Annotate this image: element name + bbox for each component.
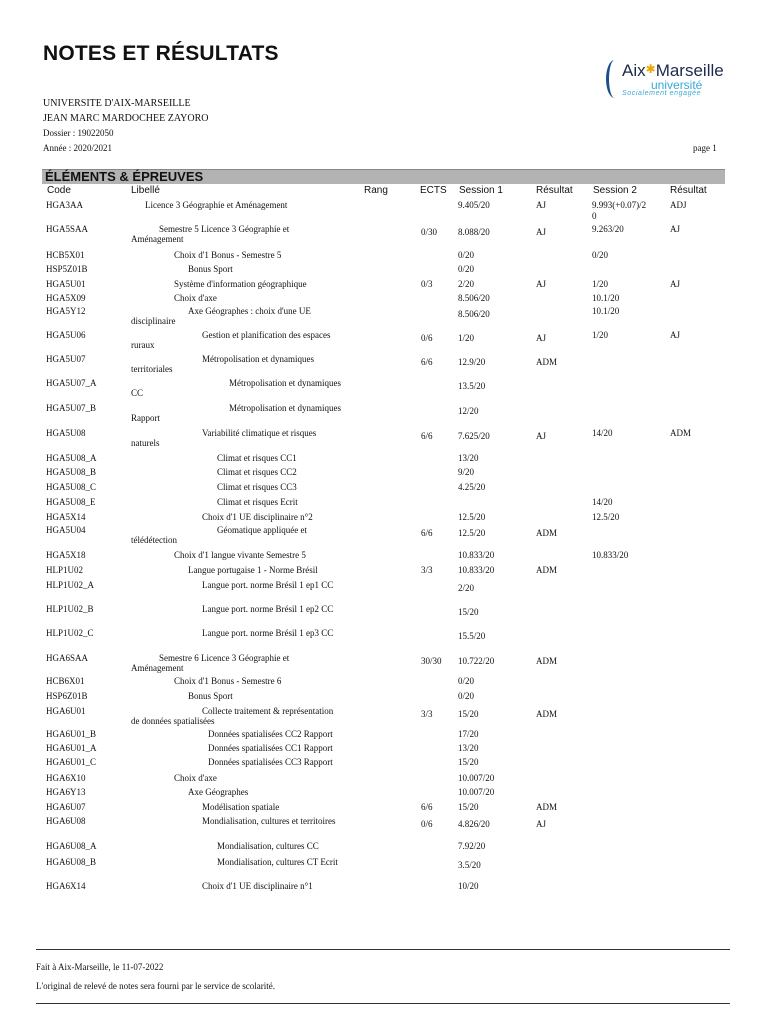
row-label: Variabilité climatique et risques naturels bbox=[131, 428, 317, 448]
row-code: HGA5X18 bbox=[46, 550, 86, 560]
row-label: Collecte traitement & représentation de données spatialisées bbox=[131, 706, 334, 726]
row-label: Axe Géographes : choix d'une UE disciplinaire bbox=[131, 306, 311, 326]
row-label: Métropolisation et dynamiques Rapport bbox=[131, 403, 341, 423]
row-code: HLP1U02 bbox=[46, 565, 84, 575]
row-session2: 10.1/20 bbox=[592, 306, 620, 316]
logo-word-marseille: Marseille bbox=[655, 61, 724, 80]
col-header-session1: Session 1 bbox=[459, 185, 503, 196]
university-logo bbox=[606, 58, 736, 104]
row-label: Géomatique appliquée et télédétection bbox=[131, 525, 307, 545]
row-resultat1: ADM bbox=[536, 357, 558, 367]
col-header-libelle: Libellé bbox=[131, 185, 160, 196]
row-code: HGA5Y12 bbox=[46, 306, 86, 316]
row-session2: 1/20 bbox=[592, 330, 609, 340]
row-code: HGA5U06 bbox=[46, 330, 86, 340]
row-session2: 12.5/20 bbox=[592, 512, 620, 522]
row-label: Climat et risques CC1 bbox=[217, 453, 297, 463]
row-code: HGA5X14 bbox=[46, 512, 86, 522]
row-label: Choix d'1 Bonus - Semestre 6 bbox=[174, 676, 282, 686]
col-header-ects: ECTS bbox=[420, 185, 447, 196]
row-label: Choix d'1 Bonus - Semestre 5 bbox=[174, 250, 282, 260]
row-resultat1: AJ bbox=[536, 227, 547, 237]
row-session1: 2/20 bbox=[458, 583, 475, 593]
row-label: Choix d'1 langue vivante Semestre 5 bbox=[174, 550, 306, 560]
row-label: Langue port. norme Brésil 1 ep2 CC bbox=[202, 604, 334, 614]
col-header-rang: Rang bbox=[364, 185, 388, 196]
row-ects: 30/30 bbox=[421, 656, 442, 666]
footer-note: L'original de relevé de notes sera fourni par le service de scolarité. bbox=[36, 981, 276, 991]
row-label: Bonus Sport bbox=[188, 691, 233, 701]
row-session2: 9.993(+0.07)/2 0 bbox=[592, 200, 647, 221]
row-label: Choix d'axe bbox=[174, 293, 217, 303]
logo-tagline: Socialement engagée bbox=[622, 90, 702, 97]
row-resultat1: ADM bbox=[536, 656, 558, 666]
row-session1: 10/20 bbox=[458, 881, 479, 891]
row-session2: 10.1/20 bbox=[592, 293, 620, 303]
row-session1: 3.5/20 bbox=[458, 860, 481, 870]
row-code: HCB5X01 bbox=[46, 250, 85, 260]
row-code: HCB6X01 bbox=[46, 676, 85, 686]
row-code: HGA5U07 bbox=[46, 354, 86, 364]
row-ects: 0/6 bbox=[421, 819, 433, 829]
row-code: HGA5U07_A bbox=[46, 378, 97, 388]
row-session1: 4.826/20 bbox=[458, 819, 490, 829]
row-code: HGA5U08_B bbox=[46, 467, 97, 477]
row-session1: 12.5/20 bbox=[458, 512, 486, 522]
row-session1: 9.405/20 bbox=[458, 200, 490, 210]
row-resultat1: AJ bbox=[536, 819, 547, 829]
row-label: Choix d'1 UE disciplinaire n°2 bbox=[202, 512, 313, 522]
row-code: HGA6U01_A bbox=[46, 743, 97, 753]
row-label: Semestre 5 Licence 3 Géographie et Aménagement bbox=[131, 224, 290, 244]
row-label: Modélisation spatiale bbox=[202, 802, 280, 812]
row-session1: 15/20 bbox=[458, 757, 479, 767]
row-label: Données spatialisées CC1 Rapport bbox=[208, 743, 333, 753]
row-label: Choix d'axe bbox=[174, 773, 217, 783]
row-resultat1: ADM bbox=[536, 528, 558, 538]
row-session2: 10.833/20 bbox=[592, 550, 629, 560]
row-session1: 13.5/20 bbox=[458, 381, 486, 391]
row-session1: 12/20 bbox=[458, 406, 479, 416]
row-code: HGA6U01_B bbox=[46, 729, 97, 739]
page-title: NOTES ET RÉSULTATS bbox=[43, 42, 279, 65]
row-code: HGA5U08 bbox=[46, 428, 86, 438]
row-resultat1: AJ bbox=[536, 431, 547, 441]
row-label: Licence 3 Géographie et Aménagement bbox=[145, 200, 288, 210]
row-code: HSP5Z01B bbox=[46, 264, 88, 274]
footer-divider-top bbox=[36, 949, 730, 950]
row-resultat1: AJ bbox=[536, 200, 547, 210]
row-session2: 14/20 bbox=[592, 428, 613, 438]
row-code: HGA5U08_C bbox=[46, 482, 97, 492]
row-code: HGA5SAA bbox=[46, 224, 89, 234]
student-name: JEAN MARC MARDOCHEE ZAYORO bbox=[43, 113, 209, 124]
row-session1: 10.722/20 bbox=[458, 656, 495, 666]
col-header-code: Code bbox=[47, 185, 71, 196]
row-label: Données spatialisées CC2 Rapport bbox=[208, 729, 333, 739]
university-name: UNIVERSITE D'AIX-MARSEILLE bbox=[43, 98, 191, 109]
row-resultat1: ADM bbox=[536, 709, 558, 719]
row-code: HGA5U01 bbox=[46, 279, 86, 289]
row-session1: 10.833/20 bbox=[458, 565, 495, 575]
row-session1: 10.007/20 bbox=[458, 773, 495, 783]
row-label: Langue portugaise 1 - Norme Brésil bbox=[188, 565, 318, 575]
row-resultat1: ADM bbox=[536, 802, 558, 812]
row-session2: 1/20 bbox=[592, 279, 609, 289]
row-label: Langue port. norme Brésil 1 ep3 CC bbox=[202, 628, 334, 638]
row-code: HGA6X14 bbox=[46, 881, 86, 891]
row-session1: 0/20 bbox=[458, 676, 475, 686]
row-label: Mondialisation, cultures CC bbox=[217, 841, 319, 851]
row-code: HGA6X10 bbox=[46, 773, 86, 783]
row-code: HGA5U08_E bbox=[46, 497, 96, 507]
row-ects: 6/6 bbox=[421, 802, 433, 812]
row-resultat1: AJ bbox=[536, 333, 547, 343]
row-label: Données spatialisées CC3 Rapport bbox=[208, 757, 333, 767]
row-code: HSP6Z01B bbox=[46, 691, 88, 701]
row-session1: 17/20 bbox=[458, 729, 479, 739]
row-code: HGA6U01 bbox=[46, 706, 86, 716]
row-session1: 15/20 bbox=[458, 709, 479, 719]
row-ects: 6/6 bbox=[421, 431, 433, 441]
row-code: HGA6U08_A bbox=[46, 841, 97, 851]
logo-line-2: université bbox=[651, 78, 703, 92]
row-label: Climat et risques CC2 bbox=[217, 467, 297, 477]
row-ects: 3/3 bbox=[421, 565, 433, 575]
row-session1: 0/20 bbox=[458, 691, 475, 701]
row-resultat1: ADM bbox=[536, 565, 558, 575]
row-label: Gestion et planification des espaces ruraux bbox=[131, 330, 331, 350]
row-label: Semestre 6 Licence 3 Géographie et Aménagement bbox=[131, 653, 290, 673]
row-session1: 8.088/20 bbox=[458, 227, 490, 237]
row-ects: 0/3 bbox=[421, 279, 433, 289]
col-header-resultat2: Résultat bbox=[670, 185, 707, 196]
row-label: Climat et risques CC3 bbox=[217, 482, 297, 492]
row-code: HGA5U07_B bbox=[46, 403, 97, 413]
row-ects: 0/6 bbox=[421, 333, 433, 343]
row-ects: 6/6 bbox=[421, 357, 433, 367]
row-session1: 4.25/20 bbox=[458, 482, 486, 492]
row-ects: 6/6 bbox=[421, 528, 433, 538]
dossier-number: Dossier : 19022050 bbox=[43, 128, 114, 138]
footer-date: Fait à Aix-Marseille, le 11-07-2022 bbox=[36, 962, 164, 972]
row-resultat2: ADJ bbox=[670, 200, 687, 210]
row-session1: 12.5/20 bbox=[458, 528, 486, 538]
row-label: Langue port. norme Brésil 1 ep1 CC bbox=[202, 580, 334, 590]
row-session1: 8.506/20 bbox=[458, 309, 490, 319]
row-session1: 13/20 bbox=[458, 743, 479, 753]
row-code: HGA6U07 bbox=[46, 802, 86, 812]
footer-divider-bottom bbox=[36, 1003, 730, 1004]
section-title: ÉLÉMENTS & ÉPREUVES bbox=[45, 169, 204, 184]
row-session1: 7.92/20 bbox=[458, 841, 486, 851]
logo-star-icon: ✱ bbox=[645, 62, 656, 76]
page-number: page 1 bbox=[693, 143, 717, 153]
row-session1: 10.833/20 bbox=[458, 550, 495, 560]
row-code: HGA6U01_C bbox=[46, 757, 97, 767]
row-code: HLP1U02_A bbox=[46, 580, 95, 590]
row-session1: 15.5/20 bbox=[458, 631, 486, 641]
row-ects: 0/30 bbox=[421, 227, 438, 237]
row-session1: 0/20 bbox=[458, 264, 475, 274]
row-ects: 3/3 bbox=[421, 709, 433, 719]
row-resultat2: AJ bbox=[670, 279, 681, 289]
row-resultat2: AJ bbox=[670, 330, 681, 340]
row-session2: 0/20 bbox=[592, 250, 609, 260]
academic-year: Année : 2020/2021 bbox=[43, 143, 112, 153]
row-label: Mondialisation, cultures CT Ecrit bbox=[217, 857, 338, 867]
row-code: HLP1U02_C bbox=[46, 628, 94, 638]
logo-word-aix: Aix bbox=[622, 61, 646, 80]
row-code: HGA6SAA bbox=[46, 653, 89, 663]
row-resultat1: AJ bbox=[536, 279, 547, 289]
col-header-resultat1: Résultat bbox=[536, 185, 573, 196]
row-label: Mondialisation, cultures et territoires bbox=[202, 816, 336, 826]
row-session2: 9.263/20 bbox=[592, 224, 624, 234]
row-session1: 1/20 bbox=[458, 333, 475, 343]
row-session1: 7.625/20 bbox=[458, 431, 490, 441]
row-label: Métropolisation et dynamiques CC bbox=[131, 378, 341, 398]
row-session1: 12.9/20 bbox=[458, 357, 486, 367]
row-session1: 0/20 bbox=[458, 250, 475, 260]
row-code: HGA6U08_B bbox=[46, 857, 97, 867]
row-code: HGA6U08 bbox=[46, 816, 86, 826]
row-resultat2: AJ bbox=[670, 224, 681, 234]
row-code: HGA6Y13 bbox=[46, 787, 86, 797]
row-resultat2: ADM bbox=[670, 428, 692, 438]
row-code: HGA5X09 bbox=[46, 293, 86, 303]
row-label: Système d'information géographique bbox=[174, 279, 307, 289]
row-session1: 8.506/20 bbox=[458, 293, 490, 303]
row-code: HLP1U02_B bbox=[46, 604, 94, 614]
section-header bbox=[42, 169, 725, 184]
row-label: Choix d'1 UE disciplinaire n°1 bbox=[202, 881, 313, 891]
row-session1: 9/20 bbox=[458, 467, 475, 477]
row-label: Axe Géographes bbox=[188, 787, 249, 797]
row-label: Climat et risques Ecrit bbox=[217, 497, 298, 507]
row-code: HGA3AA bbox=[46, 200, 83, 210]
row-session1: 15/20 bbox=[458, 607, 479, 617]
row-code: HGA5U08_A bbox=[46, 453, 97, 463]
row-code: HGA5U04 bbox=[46, 525, 86, 535]
row-session1: 15/20 bbox=[458, 802, 479, 812]
logo-arc-icon bbox=[606, 60, 623, 98]
row-session1: 2/20 bbox=[458, 279, 475, 289]
row-label: Bonus Sport bbox=[188, 264, 233, 274]
row-session1: 10.007/20 bbox=[458, 787, 495, 797]
row-label: Métropolisation et dynamiques territoriales bbox=[131, 354, 314, 374]
row-session2: 14/20 bbox=[592, 497, 613, 507]
row-session1: 13/20 bbox=[458, 453, 479, 463]
col-header-session2: Session 2 bbox=[593, 185, 637, 196]
